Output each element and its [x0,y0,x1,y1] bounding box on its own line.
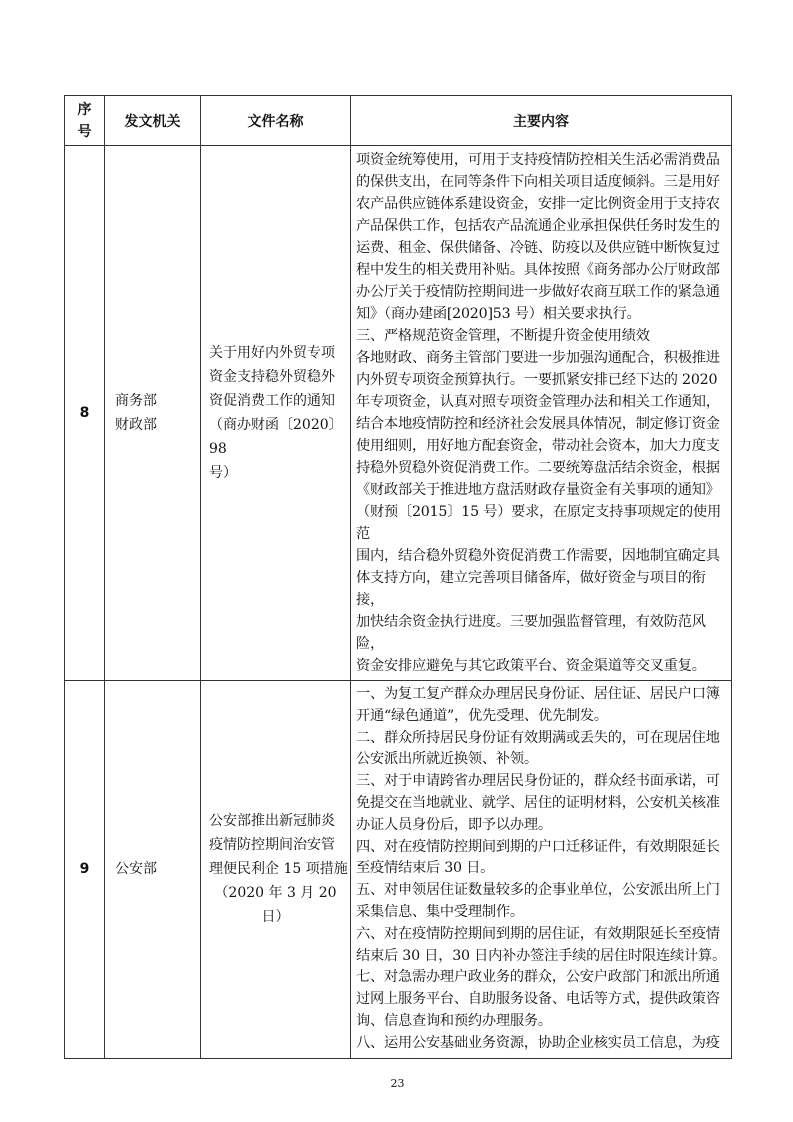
content-line: 项资金统筹使用，可用于支持疫情防控相关生活必需消费品 [356,152,720,168]
title-line: 公安部推出新冠肺炎 [209,813,335,830]
content-line: 加快结余资金执行进度。三要加强监督管理，有效防范风险， [356,614,706,652]
content-line: 《财政部关于推进地方盘活财政存量资金有关事项的通知》 [356,482,720,498]
header-title: 文件名称 [201,96,351,146]
agency-line: 公安部 [115,861,157,878]
row-content [351,681,732,1059]
content-line: 围内，结合稳外贸稳外资促消费工作需要，因地制宜确定具 [356,548,720,564]
title-line: 资促消费工作的通知 [209,393,335,409]
agency-line: 财政部 [115,417,157,433]
content-line: 产品保供工作，包括农产品流通企业承担保供任务时发生的 [356,218,720,234]
row-agency [105,681,201,1059]
row-document-title [201,146,351,681]
content-line: 四、对在疫情防控期间到期的户口迁移证件，有效期限延长 [356,838,720,855]
header-content: 主要内容 [351,96,732,146]
content-line: 内外贸专项资金预算执行。一要抓紧安排已经下达的 2020 [356,372,718,388]
content-line: 五、对申领居住证数量较多的企事业单位，公安派出所上门 [356,882,720,899]
content-line: 体支持方向，建立完善项目储备库，做好资金与项目的衔接， [356,570,706,608]
header-number-text: 序号 [77,101,92,140]
row-agency [105,146,201,681]
row-document-title [201,681,351,1059]
title-line: 理便民利企 15 项措施 [209,861,348,878]
content-line: 农产品供应链体系建设资金，安排一定比例资金用于支持农 [356,196,720,212]
content-line: 使用细则，用好地方配套资金，带动社会资本，加大力度支 [356,438,720,454]
content-line: 运费、租金、保供储备、冷链、防疫以及供应链中断恢复过 [356,240,720,256]
content-line: 结合本地疫情防控和经济社会发展具体情况，制定修订资金 [356,416,720,432]
page-number: 23 [390,1076,405,1090]
title-line: 疫情防控期间治安管 [209,837,335,854]
content-line: 开通“绿色通道”，优先受理、优先制发。 [356,707,608,724]
content-line: 询、信息查询和预约办理服务。 [356,1012,552,1029]
title-line: 号） [209,465,237,481]
content-line: 七、对急需办理户政业务的群众，公安户政部门和派出所通 [356,969,720,986]
content-line: 三、对于申请跨省办理居民身份证的，群众经书面承诺，可 [356,773,720,790]
title-line: （2020 年 3 月 20 日） [214,885,337,926]
title-line: 关于用好内外贸专项 [209,345,335,361]
table-row [65,146,732,681]
content-line: 办公厅关于疫情防控期间进一步做好农商互联工作的紧急通 [356,284,720,300]
title-line: （商办财函〔2020〕98 [209,417,343,457]
content-line: 办证人员身份后，即予以办理。 [356,816,552,833]
content-line: 公安派出所就近换领、补领。 [356,751,538,768]
content-line: 知》（商办建函[2020]53 号）相关要求执行。 [356,306,641,322]
row-content [351,146,732,681]
content-line: （财预〔2015〕15 号）要求，在原定支持事项规定的使用范 [356,504,721,542]
content-line: 六、对在疫情防控期间到期的居住证，有效期限延长至疫情 [356,925,720,942]
content-line: 三、严格规范资金管理，不断提升资金使用绩效 [356,328,650,344]
header-agency: 发文机关 [105,96,201,146]
policy-table [64,95,732,1059]
content-line: 持稳外贸稳外资促消费工作。二要统筹盘活结余资金，根据 [356,460,720,476]
content-line: 各地财政、商务主管部门要进一步加强沟通配合，积极推进 [356,350,720,366]
content-line: 年专项资金，认真对照专项资金管理办法和相关工作通知， [356,394,720,410]
header-number [65,96,105,146]
table-row [65,681,732,1059]
content-line: 一、为复工复产群众办理居民身份证、居住证、居民户口簿 [356,686,720,702]
table-header-row [65,96,732,146]
content-line: 过网上服务平台、自助服务设备、电话等方式，提供政策咨 [356,991,720,1008]
agency-line: 商务部 [115,393,157,409]
content-line: 结束后 30 日，30 日内补办签注手续的居住时限连续计算。 [356,947,726,964]
content-line: 采集信息、集中受理制作。 [356,903,524,920]
row-number: 9 [65,681,105,1059]
content-line: 至疫情结束后 30 日。 [356,860,495,877]
title-line: 资金支持稳外贸稳外 [209,369,335,385]
content-line: 免提交在当地就业、就学、居住的证明材料，公安机关核准 [356,794,720,811]
content-line: 资金安排应避免与其它政策平台、资金渠道等交叉重复。 [356,658,706,674]
content-line: 程中发生的相关费用补贴。具体按照《商务部办公厅财政部 [356,262,720,278]
row-number: 8 [65,146,105,681]
content-line: 二、群众所持居民身份证有效期满或丢失的，可在现居住地 [356,729,720,746]
content-line: 八、运用公安基础业务资源，协助企业核实员工信息，为疫 [356,1034,720,1051]
content-line: 的保供支出，在同等条件下向相关项目适度倾斜。三是用好 [356,174,720,190]
